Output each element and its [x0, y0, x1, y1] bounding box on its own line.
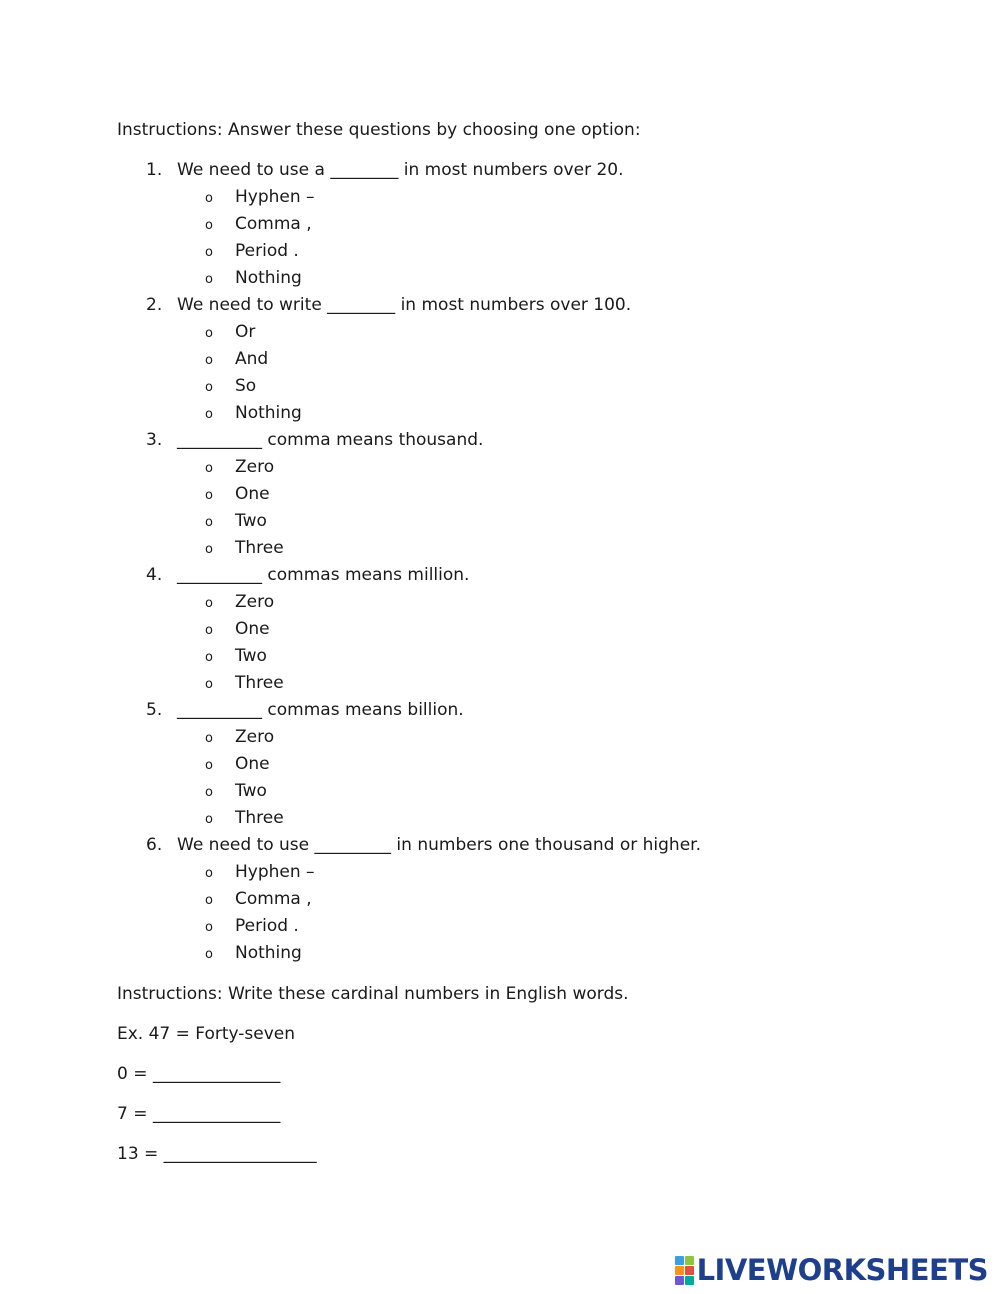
radio-bullet-icon[interactable]: o — [205, 866, 213, 881]
answer-option[interactable]: Three — [235, 673, 284, 693]
answer-option[interactable]: Two — [235, 646, 267, 666]
logo-tile — [685, 1256, 694, 1265]
answer-option[interactable]: Nothing — [235, 268, 302, 288]
question-number: 5. — [146, 700, 163, 720]
answer-option[interactable]: And — [235, 349, 269, 369]
answer-option[interactable]: Three — [235, 808, 284, 828]
question-text: __________ commas means million. — [177, 565, 470, 585]
answer-line[interactable]: 13 = __________________ — [117, 1144, 317, 1164]
question-number: 6. — [146, 835, 163, 855]
instructions-heading: Instructions: Answer these questions by choosing one option: — [117, 120, 641, 140]
radio-bullet-icon[interactable]: o — [205, 515, 213, 530]
logo-tile — [675, 1276, 684, 1285]
answer-option[interactable]: One — [235, 754, 270, 774]
question-text: __________ commas means billion. — [177, 700, 464, 720]
question-text: We need to use _________ in numbers one thousand or higher. — [177, 835, 701, 855]
radio-bullet-icon[interactable]: o — [205, 623, 213, 638]
answer-option[interactable]: One — [235, 619, 270, 639]
question-text: __________ comma means thousand. — [177, 430, 484, 450]
radio-bullet-icon[interactable]: o — [205, 326, 213, 341]
answer-option[interactable]: Two — [235, 781, 267, 801]
radio-bullet-icon[interactable]: o — [205, 596, 213, 611]
radio-bullet-icon[interactable]: o — [205, 731, 213, 746]
radio-bullet-icon[interactable]: o — [205, 461, 213, 476]
answer-option[interactable]: Three — [235, 538, 284, 558]
radio-bullet-icon[interactable]: o — [205, 758, 213, 773]
radio-bullet-icon[interactable]: o — [205, 191, 213, 206]
radio-bullet-icon[interactable]: o — [205, 542, 213, 557]
answer-option[interactable]: Nothing — [235, 943, 302, 963]
radio-bullet-icon[interactable]: o — [205, 920, 213, 935]
answer-line[interactable]: 7 = _______________ — [117, 1104, 281, 1124]
answer-option[interactable]: Or — [235, 322, 256, 342]
radio-bullet-icon[interactable]: o — [205, 407, 213, 422]
answer-option[interactable]: Nothing — [235, 403, 302, 423]
answer-option[interactable]: Period . — [235, 916, 299, 936]
logo-tile — [675, 1256, 684, 1265]
radio-bullet-icon[interactable]: o — [205, 893, 213, 908]
radio-bullet-icon[interactable]: o — [205, 353, 213, 368]
answer-option[interactable]: Hyphen – — [235, 862, 315, 882]
answer-option[interactable]: Zero — [235, 727, 275, 747]
question-number: 2. — [146, 295, 163, 315]
radio-bullet-icon[interactable]: o — [205, 488, 213, 503]
radio-bullet-icon[interactable]: o — [205, 650, 213, 665]
logo-tile — [685, 1266, 694, 1275]
question-number: 4. — [146, 565, 163, 585]
example-line: Ex. 47 = Forty-seven — [117, 1024, 296, 1044]
question-text: We need to write ________ in most numbers over 100. — [177, 295, 632, 315]
answer-line[interactable]: 0 = _______________ — [117, 1064, 281, 1084]
question-number: 1. — [146, 160, 163, 180]
question-number: 3. — [146, 430, 163, 450]
answer-option[interactable]: Zero — [235, 457, 275, 477]
instructions-heading-2: Instructions: Write these cardinal numbers in English words. — [117, 984, 629, 1004]
radio-bullet-icon[interactable]: o — [205, 785, 213, 800]
answer-option[interactable]: One — [235, 484, 270, 504]
logo-tile — [685, 1276, 694, 1285]
radio-bullet-icon[interactable]: o — [205, 245, 213, 260]
answer-option[interactable]: So — [235, 376, 257, 396]
answer-option[interactable]: Two — [235, 511, 267, 531]
answer-option[interactable]: Zero — [235, 592, 275, 612]
radio-bullet-icon[interactable]: o — [205, 947, 213, 962]
radio-bullet-icon[interactable]: o — [205, 677, 213, 692]
answer-option[interactable]: Comma , — [235, 889, 312, 909]
radio-bullet-icon[interactable]: o — [205, 218, 213, 233]
question-text: We need to use a ________ in most numbers over 20. — [177, 160, 624, 180]
answer-option[interactable]: Hyphen – — [235, 187, 315, 207]
logo-text: LIVEWORKSHEETS — [696, 1253, 988, 1287]
answer-option[interactable]: Comma , — [235, 214, 312, 234]
radio-bullet-icon[interactable]: o — [205, 272, 213, 287]
radio-bullet-icon[interactable]: o — [205, 812, 213, 827]
logo-tile — [675, 1266, 684, 1275]
logo-mark-icon — [675, 1256, 694, 1285]
liveworksheets-logo — [675, 1253, 988, 1287]
answer-option[interactable]: Period . — [235, 241, 299, 261]
radio-bullet-icon[interactable]: o — [205, 380, 213, 395]
